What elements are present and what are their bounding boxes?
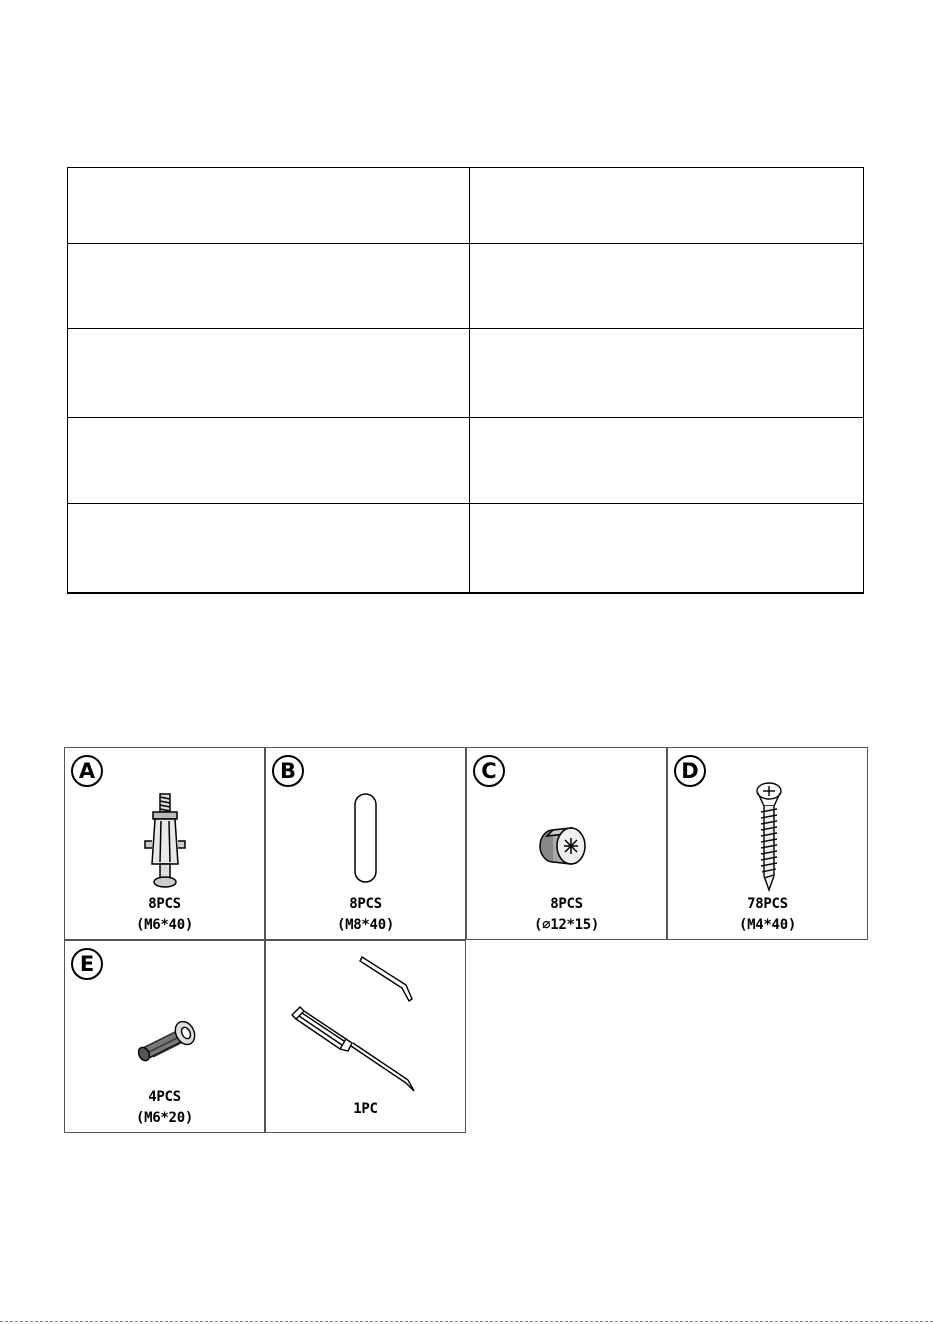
hardware-panel <box>64 747 868 1133</box>
hardware-spec: (⌀12*15) <box>533 917 600 933</box>
hardware-spec: (M6*40) <box>136 917 193 933</box>
hardware-spec: (M4*40) <box>739 917 796 933</box>
hardware-quantity: 4PCS <box>148 1089 181 1105</box>
hardware-quantity: 8PCS <box>550 896 583 912</box>
hardware-letter: B <box>272 755 304 787</box>
table-cell <box>470 168 864 244</box>
table-cell <box>68 244 470 329</box>
hardware-quantity: 78PCS <box>747 896 788 912</box>
hardware-letter: E <box>71 948 103 980</box>
hardware-letter: A <box>71 755 103 787</box>
table-row <box>68 418 864 504</box>
hardware-letter: C <box>473 755 505 787</box>
table-cell <box>470 329 864 418</box>
hardware-item-a <box>64 747 265 940</box>
hardware-quantity: 1PC <box>353 1101 378 1117</box>
hardware-spec: (M6*20) <box>136 1110 193 1126</box>
hardware-letter: D <box>674 755 706 787</box>
hardware-item-tools <box>265 940 466 1133</box>
table-cell <box>68 329 470 418</box>
hardware-quantity: 8PCS <box>349 896 382 912</box>
parts-table <box>67 167 864 594</box>
table-cell <box>68 504 470 593</box>
table-row <box>68 244 864 329</box>
table-cell <box>68 418 470 504</box>
table-row <box>68 168 864 244</box>
hardware-item-b <box>265 747 466 940</box>
hardware-item-d <box>667 747 868 940</box>
table-row <box>68 504 864 593</box>
table-cell <box>68 168 470 244</box>
table-row <box>68 329 864 418</box>
table-cell <box>470 418 864 504</box>
table-cell <box>470 504 864 593</box>
hardware-item-c <box>466 747 667 940</box>
hardware-item-e <box>64 940 265 1133</box>
table-cell <box>470 244 864 329</box>
page-edge-line <box>0 1321 933 1322</box>
hardware-spec: (M8*40) <box>337 917 394 933</box>
hardware-quantity: 8PCS <box>148 896 181 912</box>
